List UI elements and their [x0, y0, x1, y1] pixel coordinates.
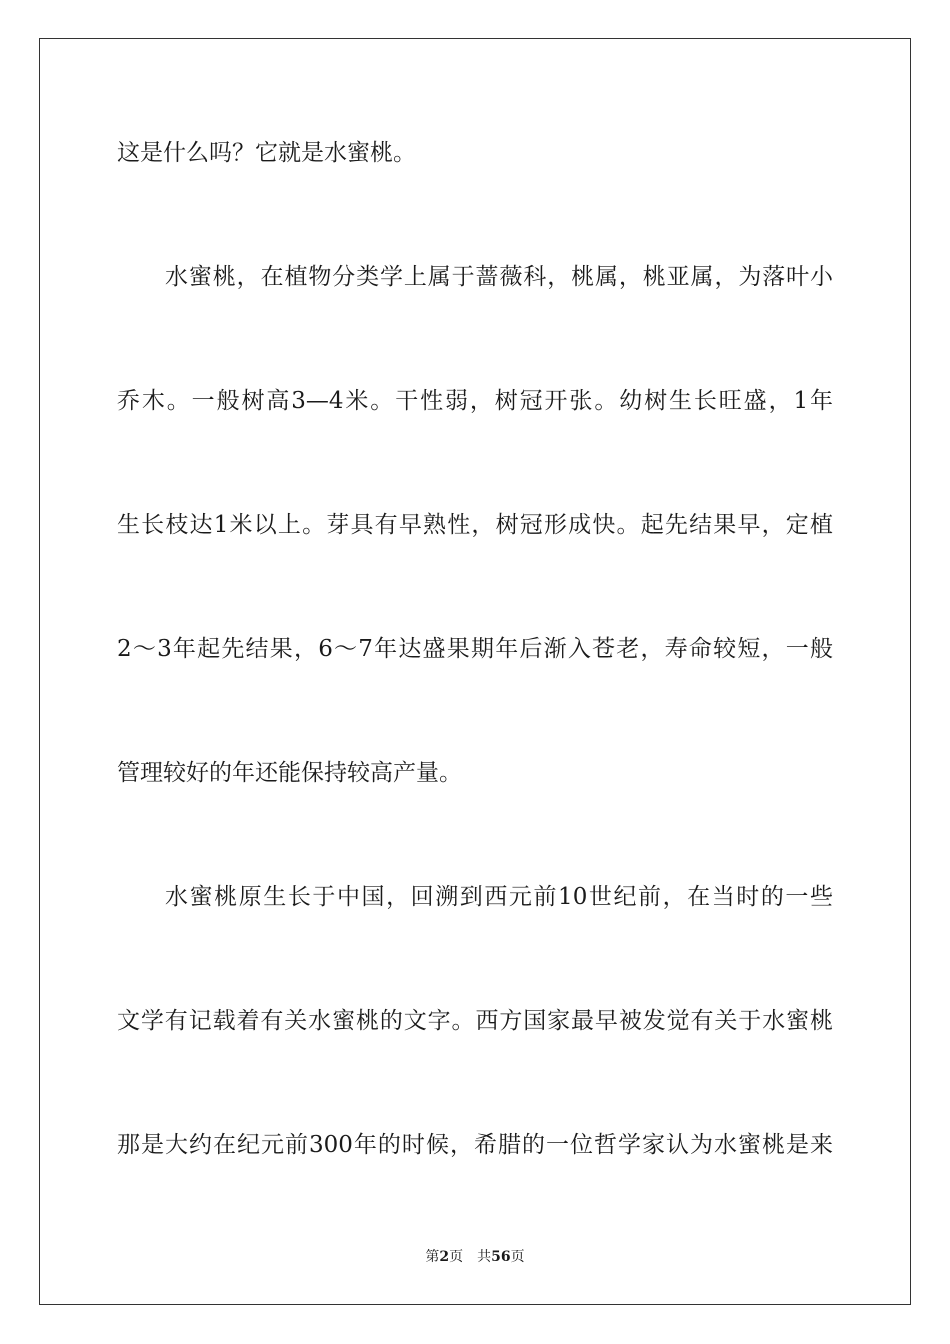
total-suffix: 页	[510, 1249, 525, 1265]
paragraph-line-8: 文学有记载着有关水蜜桃的文字。西方国家最早被发觉有关于水蜜桃	[117, 1008, 833, 1034]
total-pages: 56	[491, 1249, 511, 1265]
paragraph-line-2: 水蜜桃，在植物分类学上属于蔷薇科，桃属，桃亚属，为落叶小	[165, 264, 833, 290]
page-number: 2	[439, 1249, 450, 1265]
page-prefix: 第	[425, 1249, 440, 1265]
page-footer	[0, 1247, 950, 1267]
paragraph-line-4: 生长枝达1米以上。芽具有早熟性，树冠形成快。起先结果早，定植	[117, 512, 833, 538]
paragraph-line-3: 乔木。一般树高3—4米。干性弱，树冠开张。幼树生长旺盛，1年	[117, 388, 833, 414]
total-prefix: 共	[477, 1249, 492, 1265]
paragraph-line-7: 水蜜桃原生长于中国，回溯到西元前10世纪前，在当时的一些	[165, 884, 833, 910]
page-suffix: 页	[449, 1249, 464, 1265]
paragraph-line-6: 管理较好的年还能保持较高产量。	[117, 760, 462, 786]
page-border	[39, 38, 911, 1305]
paragraph-line-1: 这是什么吗？它就是水蜜桃。	[117, 140, 416, 166]
paragraph-line-9: 那是大约在纪元前300年的时候，希腊的一位哲学家认为水蜜桃是来	[117, 1132, 833, 1158]
paragraph-line-5: 2～3年起先结果，6～7年达盛果期年后渐入苍老，寿命较短，一般	[117, 636, 833, 662]
